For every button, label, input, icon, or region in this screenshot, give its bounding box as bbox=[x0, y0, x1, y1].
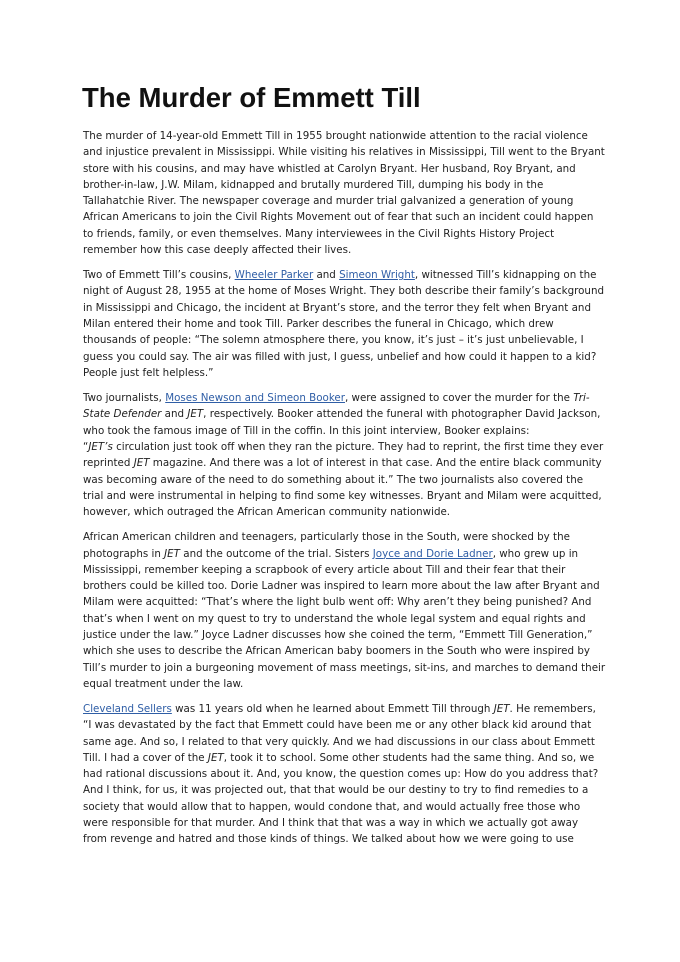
text-run: Two of Emmett Till’s cousins, bbox=[83, 269, 235, 282]
text-line: society that would allow that to happen, would condone that, and would actually free those who bbox=[83, 800, 581, 813]
text-line: guess you could say. The air was filled with just, I guess, unbelief and how could it happen to a kid? bbox=[83, 350, 597, 363]
text-line: from revenge and hatred and those kinds of things. We talked about how we were going to use bbox=[83, 833, 574, 846]
text-line: People just felt helpless.” bbox=[83, 366, 214, 379]
text-run: , respectively. Booker attended the funeral with photographer David Jackson, bbox=[203, 408, 601, 421]
text-line: who took the famous image of Till in the coffin. In this joint interview, Booker explains: bbox=[83, 424, 530, 437]
text-line: same age. And so, I related to that very quickly. And we had discussions in our class about Emmett bbox=[83, 735, 595, 748]
text-line: Tallahatchie River. The newspaper coverage and murder trial galvanized a generation of young bbox=[83, 195, 574, 208]
text-run: circulation just took off when they ran the picture. They had to reprint, the first time they ever bbox=[112, 440, 604, 453]
paragraph-cousins bbox=[83, 267, 605, 381]
text-run: “ bbox=[83, 440, 89, 453]
text-line: The murder of 14-year-old Emmett Till in 1955 brought nationwide attention to the racial violence bbox=[83, 130, 588, 142]
text-line: was becoming aware of the need to do something about it.” The two journalists also covered the bbox=[83, 473, 584, 486]
publication-name: JET bbox=[164, 547, 180, 560]
text-line bbox=[83, 267, 599, 283]
link-cleveland-sellers[interactable]: Cleveland Sellers bbox=[83, 702, 172, 715]
text-line: African American children and teenagers, particularly those in the South, were shocked by the bbox=[83, 531, 570, 544]
text-line: trial and were instrumental in helping to find some key witnesses. Bryant and Milam were acquitted, bbox=[83, 489, 602, 502]
text-line: and injustice prevalent in Mississippi. While visiting his relatives in Mississippi, Till went to the Bryant bbox=[83, 146, 605, 159]
text-line: night of August 28, 1955 at the home of Moses Wright. They both describe their family’s background bbox=[83, 285, 605, 298]
text-line bbox=[83, 701, 599, 717]
text-run: , took it to school. Some other students had the same thing. And so, we bbox=[223, 751, 595, 764]
link-ladner-sisters[interactable]: Joyce and Dorie Ladner bbox=[372, 547, 493, 560]
text-line bbox=[83, 406, 599, 422]
text-line: Mississippi, remember keeping a scrapbook of every article about Till and their fear that their bbox=[83, 563, 566, 576]
text-run: and bbox=[161, 408, 188, 421]
text-run: was 11 years old when he learned about Emmett Till through bbox=[171, 702, 494, 715]
text-run: . He remembers, bbox=[509, 702, 596, 715]
text-line: to friends, family, or even themselves. Many interviewees in the Civil Rights History Project bbox=[83, 227, 555, 240]
text-line: had rational discussions about it. And, you know, the question comes up: How do you address that? bbox=[83, 768, 599, 781]
text-line: however, which outraged the African American community nationwide. bbox=[83, 506, 451, 519]
text-line bbox=[83, 546, 599, 562]
text-line: equal treatment under the law. bbox=[83, 677, 244, 690]
publication-name: JET bbox=[187, 408, 204, 421]
text-line bbox=[83, 750, 599, 766]
text-line: brother-in-law, J.W. Milam, kidnapped and brutally murdered Till, dumping his body in the bbox=[83, 178, 544, 191]
text-line: that’s when I went on my quest to try to understand the whole legal system and equal rights and bbox=[83, 612, 586, 625]
text-run: and bbox=[313, 269, 340, 282]
paragraph-ladner bbox=[83, 529, 606, 692]
link-wheeler-parker[interactable]: Wheeler Parker bbox=[234, 269, 314, 282]
link-newson-booker[interactable]: Moses Newson and Simeon Booker bbox=[165, 392, 345, 405]
publication-name: JET bbox=[493, 702, 510, 715]
paragraph-sellers bbox=[83, 701, 599, 848]
text-run: , who grew up in bbox=[492, 547, 579, 560]
text-line: brothers could be killed too. Dorie Ladner was inspired to learn more about the law after Bryant and bbox=[83, 580, 600, 593]
text-line: Milam were acquitted: “That’s where the light bulb went off: Why aren’t they being punished? And bbox=[83, 596, 592, 609]
paragraph-journalists bbox=[83, 390, 604, 520]
text-line: store with his cousins, and may have whistled at Carolyn Bryant. Her husband, Roy Bryant, and bbox=[83, 162, 576, 175]
paragraph-intro bbox=[83, 128, 605, 258]
text-run: photographs in bbox=[83, 547, 165, 560]
publication-name: State Defender bbox=[83, 408, 162, 421]
text-line bbox=[83, 439, 604, 455]
text-line: African Americans to join the Civil Rights Movement out of fear that such an incident could happen bbox=[83, 211, 594, 224]
text-run: Till. I had a cover of the bbox=[83, 751, 208, 764]
text-line: justice under the law.” Joyce Ladner discusses how she coined the term, “Emmett Till Generation,” bbox=[83, 629, 593, 641]
text-line: were responsible for that murder. And I think that that was a way in which we actually got away bbox=[83, 817, 579, 830]
page-title: The Murder of Emmett Till bbox=[82, 82, 421, 113]
text-run: Two journalists, bbox=[83, 392, 166, 405]
text-line: which she uses to describe the African American baby boomers in the South who were inspired by bbox=[83, 645, 590, 658]
text-line: And I think, for us, it was projected out, that that would be our destiny to try to find remedies to a bbox=[83, 784, 589, 797]
text-line: thousands of people: “The solemn atmosphere there, you know, it’s just – it’s just unbelievable, I bbox=[83, 334, 584, 347]
text-line bbox=[83, 455, 602, 471]
text-line: Milan entered their home and took Till. Parker describes the funeral in Chicago, which drew bbox=[83, 318, 554, 331]
text-run: and the outcome of the trial. Sisters bbox=[179, 547, 373, 560]
text-line: in Mississippi and Chicago, the incident at Bryant’s store, and the terror they felt when Bryant and bbox=[83, 301, 591, 314]
text-line: Till’s murder to join a burgeoning movement of mass meetings, sit-ins, and marches to demand their bbox=[83, 661, 606, 674]
article-body bbox=[83, 128, 606, 856]
text-run: , witnessed Till’s kidnapping on the bbox=[414, 269, 597, 282]
publication-name: Tri- bbox=[573, 392, 590, 405]
text-line: “I was devastated by the fact that Emmett could have been me or any other black kid around that bbox=[83, 719, 592, 732]
text-run: , were assigned to cover the murder for the bbox=[344, 392, 574, 405]
publication-name: JET bbox=[133, 457, 150, 470]
text-run: magazine. And there was a lot of interest in that case. And the entire black community bbox=[149, 457, 602, 470]
publication-name: JET’s bbox=[88, 440, 113, 453]
publication-name: JET bbox=[207, 751, 224, 764]
text-line bbox=[83, 390, 599, 406]
text-run: reprinted bbox=[83, 457, 134, 470]
link-simeon-wright[interactable]: Simeon Wright bbox=[339, 269, 415, 282]
text-line: remember how this case deeply affected their lives. bbox=[83, 244, 352, 257]
